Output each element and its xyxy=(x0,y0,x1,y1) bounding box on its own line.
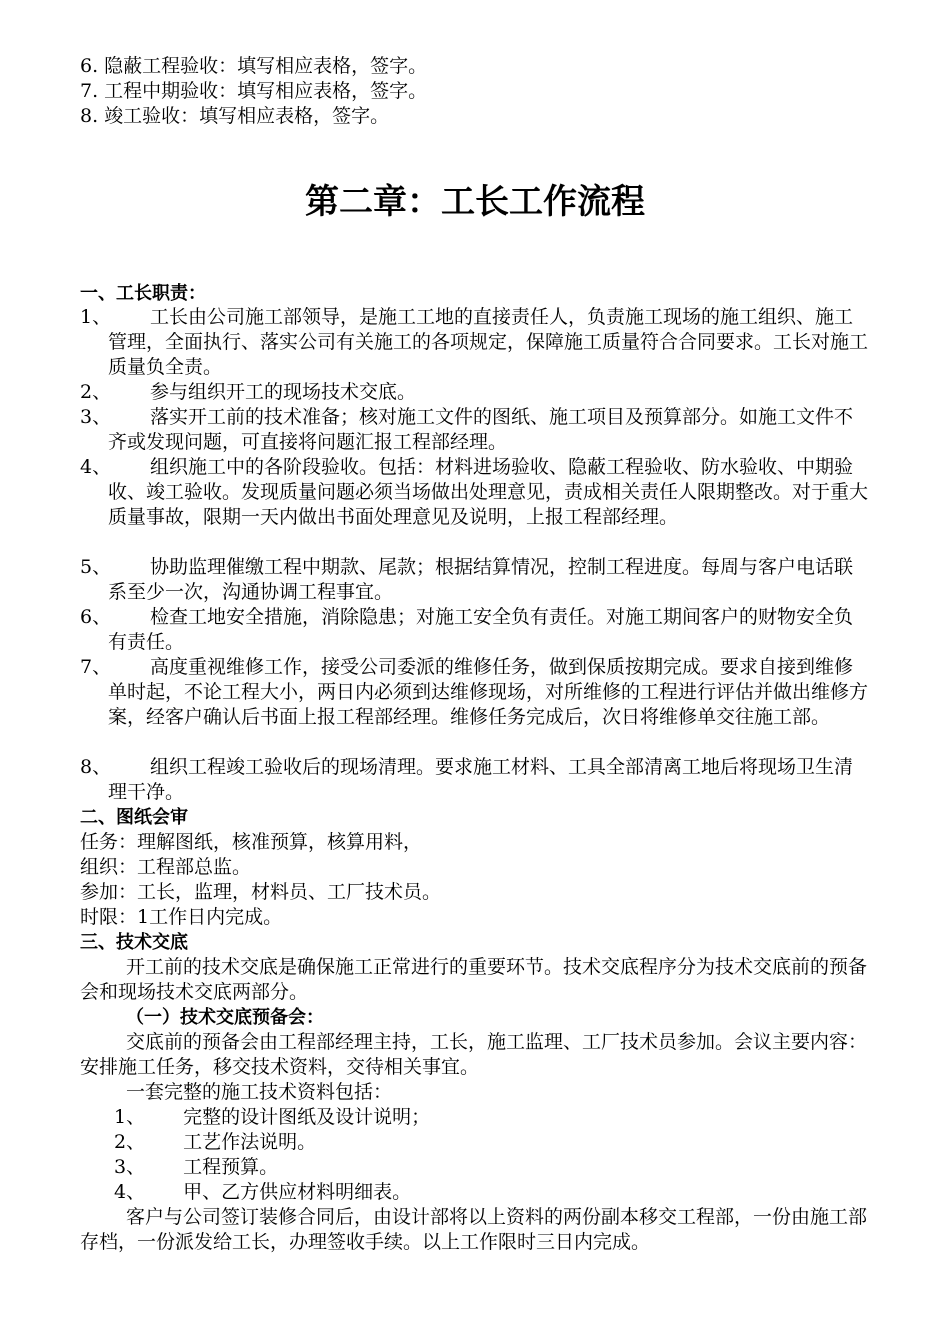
paragraph: 客户与公司签订装修合同后，由设计部将以上资料的两份副本移交工程部，一份由施工部存档，一份派发给工长，办理签收手续。以上工作限时三日内完成。 xyxy=(80,1206,868,1253)
item-number: 2、 xyxy=(114,1131,146,1153)
item-text: 高度重视维修工作，接受公司委派的维修任务，做到保质按期完成。要求自接到维修单时起，不论工程大小，两日内必须到达维修现场，对所维修的工程进行评估并做出维修方案，经客户确认后书面上报工程部经理。维修任务完成后，次日将维修单交往施工部。 xyxy=(108,656,869,728)
item-number: 4、 xyxy=(80,456,112,478)
item-text: 甲、乙方供应材料明细表。 xyxy=(183,1181,412,1203)
item-text: 工艺作法说明。 xyxy=(183,1131,317,1153)
paragraph: 交底前的预备会由工程部经理主持，工长，施工监理、工厂技术员参加。会议主要内容：安排施工任务，移交技术资料，交待相关事宜。 xyxy=(80,1031,868,1078)
item-number: 3、 xyxy=(80,406,112,428)
list-item xyxy=(80,605,870,655)
section-heading: 二、图纸会审 xyxy=(80,807,188,828)
list-item xyxy=(80,655,870,730)
paragraph: 开工前的技术交底是确保施工正常进行的重要环节。技术交底程序分为技术交底前的预备会和现场技术交底两部分。 xyxy=(80,956,868,1003)
item-text: 组织施工中的各阶段验收。包括：材料进场验收、隐蔽工程验收、防水验收、中期验收、竣工验收。发现质量问题必须当场做出处理意见，责成相关责任人限期整改。对于重大质量事故，限期一天内做出书面处理意见及说明，上报工程部经理。 xyxy=(108,456,869,528)
item-number: 1、 xyxy=(80,306,112,328)
paragraph: 一套完整的施工技术资料包括： xyxy=(126,1081,393,1103)
paragraph-line: 参加：工长，监理，材料员、工厂技术员。 xyxy=(80,881,442,903)
item-number: 2、 xyxy=(80,381,112,403)
item-number: 8、 xyxy=(80,756,112,778)
section-heading: 一、工长职责： xyxy=(80,283,206,304)
item-text: 落实开工前的技术准备；核对施工文件的图纸、施工项目及预算部分。如施工文件不齐或发现问题，可直接将问题汇报工程部经理。 xyxy=(108,406,854,453)
list-item: 7. 工程中期验收：填写相应表格，签字。 xyxy=(80,80,428,102)
item-text: 参与组织开工的现场技术交底。 xyxy=(150,381,417,403)
item-number: 3、 xyxy=(114,1156,146,1178)
list-item xyxy=(80,405,870,455)
paragraph-line: 时限：1工作日内完成。 xyxy=(80,906,283,928)
list-item xyxy=(80,555,870,605)
item-text: 组织工程竣工验收后的现场清理。要求施工材料、工具全部清离工地后将现场卫生清理干净。 xyxy=(108,756,854,803)
section-heading: 三、技术交底 xyxy=(80,932,188,953)
item-number: 7、 xyxy=(80,656,112,678)
item-number: 1、 xyxy=(114,1106,146,1128)
item-number: 5、 xyxy=(80,556,112,578)
list-item xyxy=(80,380,870,405)
list-item xyxy=(114,1180,411,1205)
chapter-title: 第二章：工长工作流程 xyxy=(305,182,645,222)
paragraph-line: 组织：工程部总监。 xyxy=(80,856,252,878)
list-item xyxy=(114,1105,430,1130)
item-number: 6、 xyxy=(80,606,112,628)
item-text: 工程预算。 xyxy=(183,1156,279,1178)
list-item: 8. 竣工验收：填写相应表格，签字。 xyxy=(80,105,390,127)
item-text: 检查工地安全措施，消除隐患；对施工安全负有责任。对施工期间客户的财物安全负有责任。 xyxy=(108,606,854,653)
paragraph-line: 任务：理解图纸，核准预算，核算用料， xyxy=(80,831,423,853)
item-text: 工长由公司施工部领导，是施工工地的直接责任人，负责施工现场的施工组织、施工管理，全面执行、落实公司有关施工的各项规定，保障施工质量符合合同要求。工长对施工质量负全责。 xyxy=(108,306,869,378)
sub-heading: （一）技术交底预备会： xyxy=(126,1007,324,1028)
item-text: 完整的设计图纸及设计说明； xyxy=(183,1106,431,1128)
item-number: 4、 xyxy=(114,1181,146,1203)
list-item xyxy=(80,755,870,805)
list-item xyxy=(114,1130,316,1155)
list-item xyxy=(80,305,870,380)
item-text: 协助监理催缴工程中期款、尾款；根据结算情况，控制工程进度。每周与客户电话联系至少一次，沟通协调工程事宜。 xyxy=(108,556,854,603)
list-item xyxy=(114,1155,278,1180)
list-item: 6. 隐蔽工程验收：填写相应表格，签字。 xyxy=(80,55,428,77)
list-item xyxy=(80,455,870,530)
